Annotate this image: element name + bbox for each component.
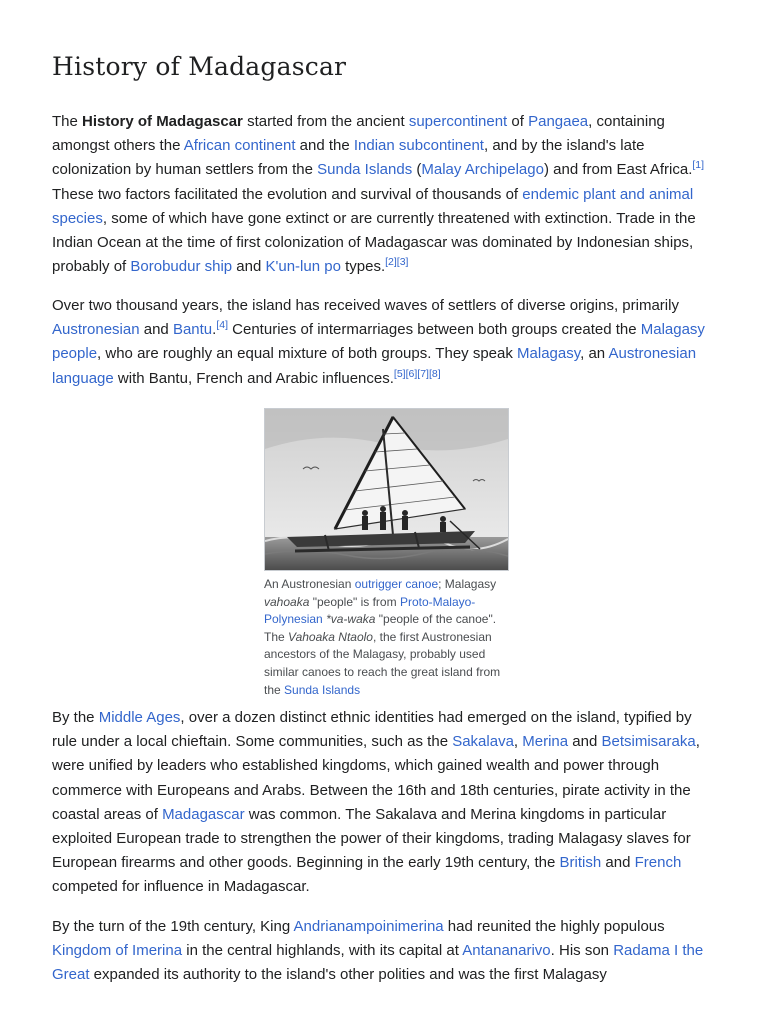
ref-1[interactable]: [1] bbox=[692, 159, 705, 172]
figure-caption: An Austronesian outrigger canoe; Malagasy vahoaka "people" is from Proto-Malayo-Polynesian *va-waka "people of the canoe". The Vahoaka Ntaolo, the first Austronesian ancestors of the Malagasy, probably used similar canoes to reach the great island from the Sunda Islands bbox=[264, 577, 501, 697]
ref-8[interactable]: [8] bbox=[428, 367, 441, 380]
link-malagasy-people[interactable]: Malagasy people bbox=[52, 321, 705, 363]
link-supercontinent[interactable]: supercontinent bbox=[408, 113, 508, 130]
outrigger-canoe-image[interactable] bbox=[264, 408, 509, 571]
ref-5[interactable]: [5] bbox=[393, 367, 406, 380]
intro-paragraph: The History of Madagascar started from the ancient supercontinent of Pangaea, containing amongst others the African continent and the Indian subcontinent, and by the island's late colonization by human settlers from the Sunda Islands (Malay Archipelago) and from East Africa.[1] These two factors facilitated the evolution and survival of thousands of endemic plant and animal species, some of which have gone extinct or are currently threatened with extinction. Trade in the Indian Ocean at the time of first colonization of Madagascar was dominated by Indonesian ships, probably of Borobudur ship and K'un-lun po types.[2][3] bbox=[52, 113, 705, 276]
canoe-figure bbox=[264, 408, 508, 699]
link-caption-sunda-islands[interactable]: Sunda Islands bbox=[284, 682, 361, 697]
link-austronesian-language[interactable]: Austronesian language bbox=[52, 345, 697, 387]
imerina-paragraph: By the turn of the 19th century, King Andrianampoinimerina had reunited the highly populous Kingdom of Imerina in the central highlands, with its capital at Antananarivo. His son Radama I the Great expanded its authority to the island's other polities and was the first Malagasy bbox=[52, 918, 704, 984]
link-british[interactable]: British bbox=[559, 854, 602, 872]
page-title: History of Madagascar bbox=[52, 52, 347, 81]
link-bantu[interactable]: Bantu bbox=[172, 321, 213, 339]
link-sakalava[interactable]: Sakalava bbox=[452, 733, 514, 751]
link-french[interactable]: French bbox=[634, 854, 682, 872]
link-borobudur-ship[interactable]: Borobudur ship bbox=[130, 258, 233, 276]
ref-3[interactable]: [3] bbox=[396, 256, 409, 269]
middle-ages-paragraph: By the Middle Ages, over a dozen distinct ethnic identities had emerged on the island, typified by rule under a local chieftain. Some communities, such as the Sakalava, Merina and Betsimisaraka, were unified by leaders who established kingdoms, which gained wealth and power through commerce with Europeans and Arabs. Between the 16th and 18th centuries, pirate activity in the coastal areas of Madagascar was common. The Sakalava and Merina kingdoms in particular exploited European trade to strengthen the power of their kingdoms, trading Malagasy slaves for European firearms and other goods. Beginning in the early 19th century, the British and French competed for influence in Madagascar. bbox=[52, 709, 700, 896]
link-malagasy[interactable]: Malagasy bbox=[517, 345, 581, 363]
link-austronesian[interactable]: Austronesian bbox=[52, 321, 140, 339]
link-middle-ages[interactable]: Middle Ages bbox=[98, 709, 181, 726]
article-subject-bold: History of Madagascar bbox=[82, 113, 243, 130]
link-outrigger-canoe[interactable]: outrigger canoe bbox=[354, 577, 439, 591]
link-proto-malayo-polynesian[interactable]: Proto-Malayo-Polynesian bbox=[264, 594, 476, 627]
link-kingdom-of-imerina[interactable]: Kingdom of Imerina bbox=[52, 942, 183, 960]
link-kunlun-po[interactable]: K'un-lun po bbox=[265, 258, 341, 276]
settlers-paragraph: Over two thousand years, the island has received waves of settlers of diverse origins, primarily Austronesian and Bantu.[4] Centuries of intermarriages between both groups created the Malagasy people, who are roughly an equal mixture of both groups. They speak Malagasy, an Austronesian language with Bantu, French and Arabic influences.[5][6][7][8] bbox=[52, 297, 705, 387]
link-malay-archipelago[interactable]: Malay Archipelago bbox=[421, 161, 544, 179]
link-pangaea[interactable]: Pangaea bbox=[528, 113, 589, 130]
ref-4[interactable]: [4] bbox=[216, 319, 228, 332]
link-endemic-species[interactable]: endemic plant and animal species bbox=[52, 185, 694, 227]
link-merina[interactable]: Merina bbox=[522, 733, 569, 751]
link-madagascar[interactable]: Madagascar bbox=[162, 805, 245, 823]
ref-6[interactable]: [6] bbox=[405, 367, 418, 380]
link-andrianampoinimerina[interactable]: Andrianampoinimerina bbox=[293, 918, 444, 935]
link-betsimisaraka[interactable]: Betsimisaraka bbox=[601, 733, 696, 751]
link-african-continent[interactable]: African continent bbox=[183, 137, 296, 155]
ref-7[interactable]: [7] bbox=[417, 367, 429, 380]
link-antananarivo[interactable]: Antananarivo bbox=[462, 942, 551, 960]
link-indian-subcontinent[interactable]: Indian subcontinent bbox=[353, 137, 484, 155]
link-sunda-islands[interactable]: Sunda Islands bbox=[317, 161, 413, 179]
link-radama-i[interactable]: Radama I the Great bbox=[52, 942, 704, 984]
ref-2[interactable]: [2] bbox=[385, 256, 397, 269]
